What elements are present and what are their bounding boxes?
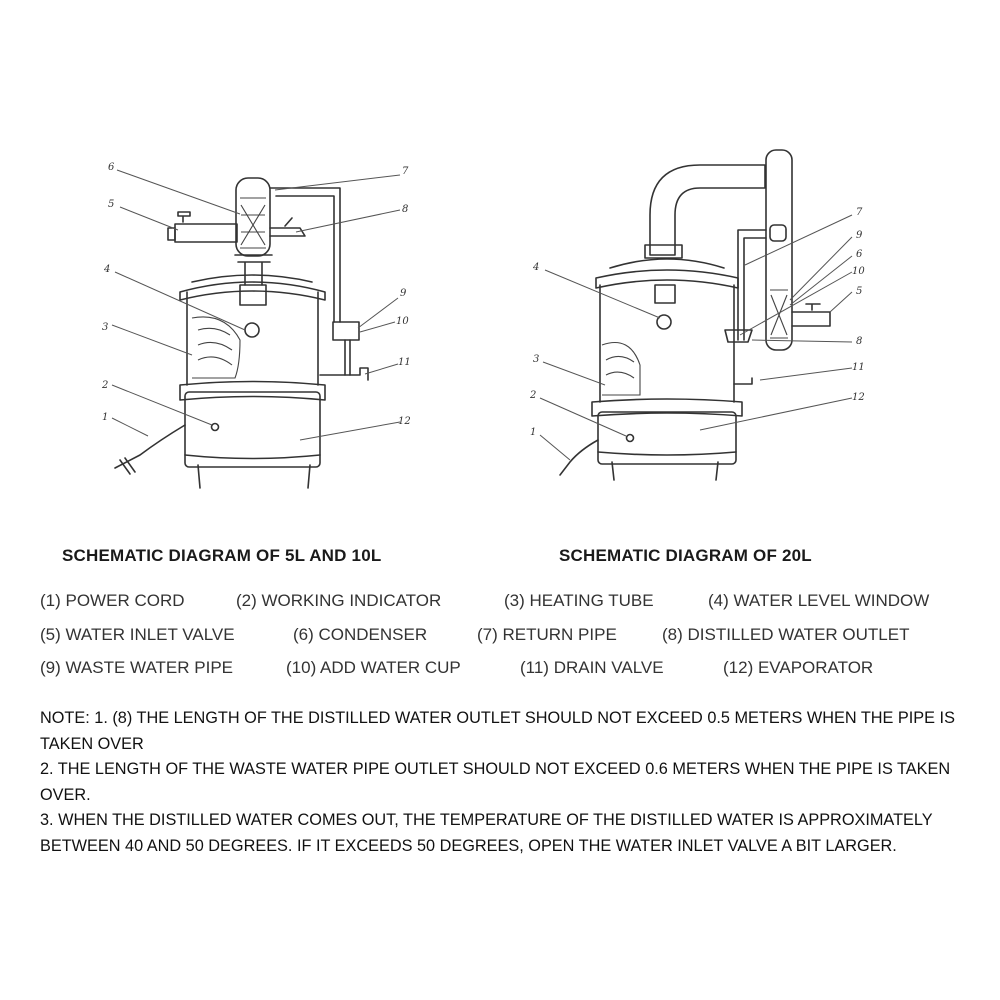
callout-1-20l: 1 (530, 427, 537, 438)
callout-11: 11 (398, 357, 411, 368)
legend-item-heating-tube: (3) HEATING TUBE (504, 591, 654, 610)
callout-10-20l: 10 (852, 266, 865, 277)
legend-item-waste-water-pipe: (9) WASTE WATER PIPE (40, 658, 233, 677)
callout-4-20l: 4 (533, 262, 540, 273)
notes (40, 706, 970, 859)
legend-item-evaporator: (12) EVAPORATOR (723, 658, 874, 677)
legend-item-power-cord: (1) POWER CORD (40, 591, 185, 610)
callout-11-20l: 11 (852, 362, 865, 373)
callout-3-20l: 3 (533, 354, 540, 365)
callout-2-20l: 2 (530, 390, 537, 401)
note-3: 3. WHEN THE DISTILLED WATER COMES OUT, THE TEMPERATURE OF THE DISTILLED WATER IS APPROXIMATELY BETWEEN 40 AND 50 DEGREES. IF IT EXCEEDS 50 DEGREES, OPEN THE WATER INLET VALVE A BIT LARGER. (40, 811, 937, 855)
note-1: NOTE: 1. (8) THE LENGTH OF THE DISTILLED WATER OUTLET SHOULD NOT EXCEED 0.5 METERS WHEN THE PIPE IS TAKEN OVER (40, 709, 960, 753)
callout-8-20l: 8 (856, 336, 863, 347)
callout-10: 10 (396, 316, 409, 327)
callout-4: 4 (104, 264, 111, 275)
callout-9: 9 (400, 288, 407, 299)
legend-item-return-pipe: (7) RETURN PIPE (477, 625, 617, 644)
callout-9-20l: 9 (856, 230, 863, 241)
callout-6-20l: 6 (856, 249, 863, 260)
caption-left: SCHEMATIC DIAGRAM OF 5L AND 10L (62, 546, 382, 565)
callout-6: 6 (108, 162, 115, 173)
diagram-20l (529, 150, 865, 480)
caption-right: SCHEMATIC DIAGRAM OF 20L (559, 546, 812, 565)
legend-item-water-level-window: (4) WATER LEVEL WINDOW (708, 591, 930, 610)
callout-5: 5 (108, 199, 115, 210)
diagram-5l-10l (101, 162, 411, 488)
callout-12-20l: 12 (852, 392, 865, 403)
legend-item-distilled-water-outlet: (8) DISTILLED WATER OUTLET (662, 625, 910, 644)
callout-7-20l: 7 (856, 207, 863, 218)
callout-12: 12 (398, 416, 411, 427)
legend-item-water-inlet-valve: (5) WATER INLET VALVE (40, 625, 235, 644)
legend-item-add-water-cup: (10) ADD WATER CUP (286, 658, 461, 677)
callout-1: 1 (102, 412, 109, 423)
callout-2: 2 (102, 380, 109, 391)
legend-item-working-indicator: (2) WORKING INDICATOR (236, 591, 442, 610)
callout-8: 8 (402, 204, 409, 215)
note-2: 2. THE LENGTH OF THE WASTE WATER PIPE OUTLET SHOULD NOT EXCEED 0.6 METERS WHEN THE PIPE IS TAKEN OVER. (40, 760, 955, 804)
callout-5-20l: 5 (856, 286, 863, 297)
callout-7: 7 (402, 166, 409, 177)
legend-item-condenser: (6) CONDENSER (293, 625, 428, 644)
callout-3: 3 (102, 322, 109, 333)
legend-item-drain-valve: (11) DRAIN VALVE (520, 658, 664, 677)
